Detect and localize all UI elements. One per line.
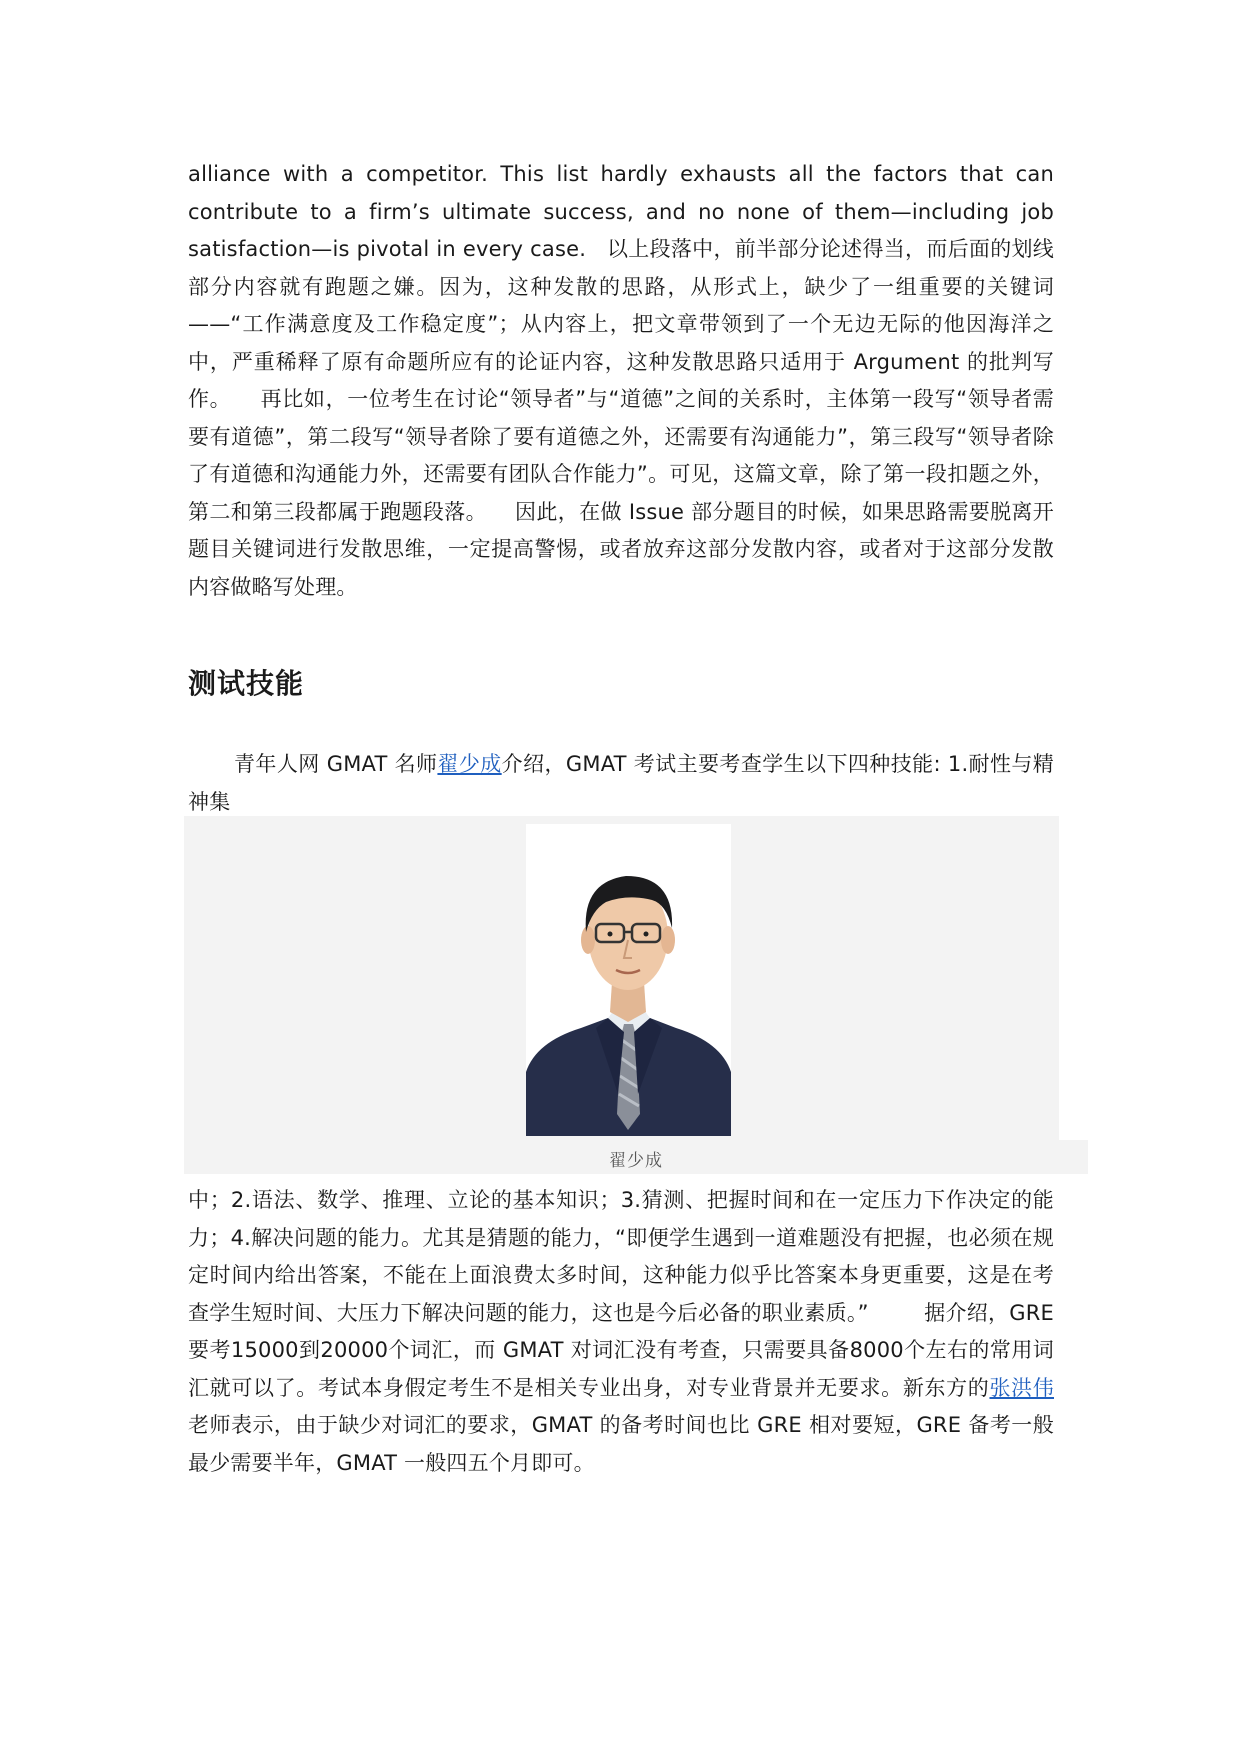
paragraph-skills-detail	[188, 1182, 1054, 1482]
intro-text: 青年人网 GMAT 名师	[234, 752, 438, 776]
english-excerpt: alliance with a competitor. This list hardly exhausts all the factors that can contribute to a firm’s ultimate success, and no none of them—including job satisfaction—is pivotal in every case.	[188, 162, 1054, 261]
intro-text-cont: 介绍，GMAT 考试主要考查学生以下四种技能: 1.耐性与精神集	[188, 752, 1054, 814]
paragraph-skills-intro	[188, 746, 1054, 821]
vocab-text: 据介绍，GRE 要考15000到20000个词汇，而 GMAT 对词汇没有考查，只需要具备8000个左右的常用词汇就可以了。考试本身假定考生不是相关专业出身，对专业背景并无要求。新东方的	[188, 1300, 1054, 1400]
vocab-text-cont: 老师表示，由于缺少对词汇的要求，GMAT 的备考时间也比 GRE 相对要短，GRE 备考一般最少需要半年，GMAT 一般四五个月即可。	[188, 1413, 1054, 1475]
paragraph-text	[188, 746, 1054, 821]
photo-figure	[184, 816, 1059, 1140]
skills-text: 中；2.语法、数学、推理、立论的基本知识；3.猜测、把握时间和在一定压力下作决定的能力；4.解决问题的能力。尤其是猜题的能力，“即便学生遇到一道难题没有把握，也必须在规定时间内给出答案，不能在上面浪费太多时间，这种能力似乎比答案本身更重要，这是在考查学生短时间、大压力下解决问题的能力，这也是今后必备的职业素质。”	[188, 1188, 1054, 1325]
teacher-link-zhang[interactable]: 张洪伟	[989, 1375, 1054, 1400]
caption-bar	[184, 1140, 1088, 1174]
paragraph-leadership-example	[188, 156, 1054, 606]
example-sentence: 再比如，一位考生在讨论“领导者”与“道德”之间的关系时，主体第一段写“领导者需要有道德”，第二段写“领导者除了要有道德之外，还需要有沟通能力”，第三段写“领导者除了有道德和沟通能力外，还需要有团队合作能力”。可见，这篇文章，除了第一段扣题之外，第二和第三段都属于跑题段落。	[188, 387, 1054, 524]
conclusion-sentence: 因此，在做 Issue 部分题目的时候，如果思路需要脱离开题目关键词进行发散思维，一定提高警惕，或者放弃这部分发散内容，或者对于这部分发散内容做略写处理。	[188, 499, 1054, 599]
teacher-photo	[526, 824, 731, 1136]
photo-caption: 翟少成	[609, 1151, 663, 1171]
portrait-image	[526, 824, 731, 1136]
teacher-link-zhai[interactable]: 翟少成	[437, 752, 502, 776]
section-heading: 测试技能	[188, 667, 305, 700]
paragraph-text	[188, 1182, 1054, 1482]
paragraph-text	[188, 156, 1054, 606]
analysis-sentence: 以上段落中，前半部分论述得当，而后面的划线部分内容就有跑题之嫌。因为，这种发散的思路，从形式上，缺少了一组重要的关键词——“工作满意度及工作稳定度”；从内容上，把文章带领到了一个无边无际的他因海洋之中，严重稀释了原有命题所应有的论证内容，这种发散思路只适用于 Argument 的批判写作。	[188, 237, 1054, 411]
